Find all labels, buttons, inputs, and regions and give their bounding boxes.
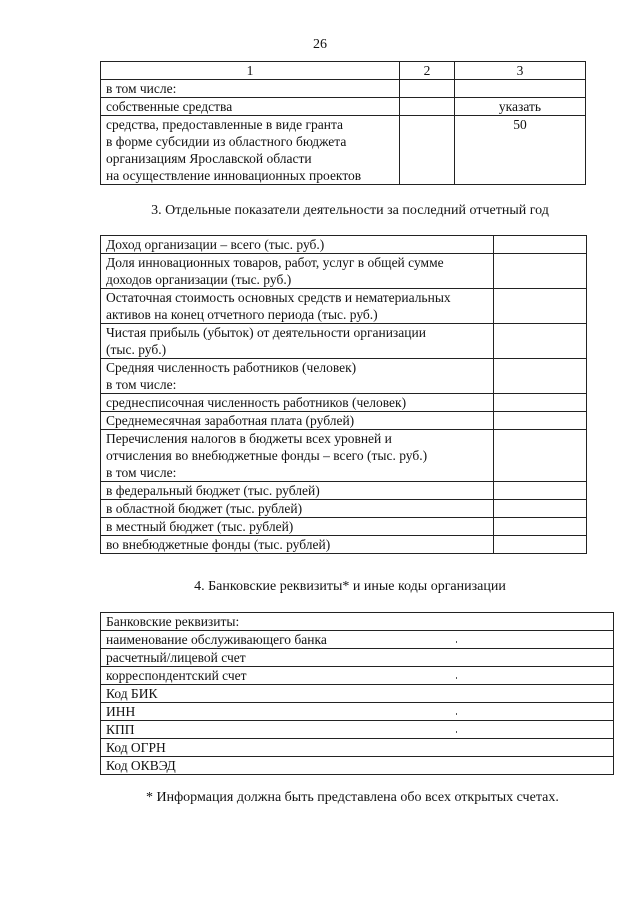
label-line: среднесписочная численность работников (человек): [106, 395, 407, 410]
label-line: в федеральный бюджет (тыс. рублей): [106, 483, 320, 498]
label-line: Остаточная стоимость основных средств и нематериальных: [106, 290, 451, 305]
table-row: [101, 430, 587, 482]
table-row: [101, 739, 614, 757]
row-label: [101, 116, 400, 185]
label-line: в форме субсидии из областного бюджета: [106, 134, 347, 149]
bank-detail-label: [101, 721, 614, 739]
funding-sources-table: [100, 61, 586, 185]
table-row: [101, 359, 587, 394]
bank-detail-text: Код ОКВЭД: [106, 758, 176, 773]
table-row: [101, 757, 614, 775]
label-line: во внебюджетные фонды (тыс. рублей): [106, 537, 331, 552]
table-row: [101, 649, 614, 667]
table-row: [101, 703, 614, 721]
value-cell: [400, 80, 455, 98]
scan-mark: [456, 677, 457, 679]
bank-details-table: [100, 612, 614, 775]
header-cell: 2: [400, 62, 455, 80]
indicator-label: [101, 430, 494, 482]
table-row: [101, 613, 614, 631]
bank-detail-label: [101, 613, 614, 631]
indicator-value: [494, 412, 587, 430]
label-line: средства, предоставленные в виде гранта: [106, 117, 344, 132]
indicator-label: [101, 394, 494, 412]
bank-detail-label: [101, 685, 614, 703]
label-line: Перечисления налогов в бюджеты всех уровней и: [106, 431, 392, 446]
label-line: в том числе:: [106, 465, 177, 480]
scan-mark: [456, 641, 457, 643]
table-row: [101, 394, 587, 412]
value-cell: указать: [455, 98, 586, 116]
value-cell: [400, 98, 455, 116]
indicator-label: [101, 236, 494, 254]
bank-detail-text: ИНН: [106, 704, 136, 719]
label-line: отчисления во внебюджетные фонды – всего (тыс. руб.): [106, 448, 428, 463]
indicator-value: [494, 430, 587, 482]
table-row: [101, 80, 586, 98]
indicator-label: [101, 482, 494, 500]
table-row: [101, 685, 614, 703]
indicator-label: [101, 289, 494, 324]
table-row: [101, 324, 587, 359]
section-4-title: 4. Банковские реквизиты* и иные коды организации: [194, 579, 506, 594]
page-number: 26: [313, 37, 327, 52]
bank-detail-label: [101, 757, 614, 775]
indicator-value: [494, 500, 587, 518]
row-label: в том числе:: [101, 80, 400, 98]
bank-detail-label: [101, 667, 614, 685]
section-3-title: 3. Отдельные показатели деятельности за последний отчетный год: [151, 203, 549, 218]
label-line: организациям Ярославской области: [106, 151, 312, 166]
label-line: (тыс. руб.): [106, 342, 167, 357]
scan-mark: [456, 713, 457, 715]
indicators-table: [100, 235, 587, 554]
indicator-value: [494, 254, 587, 289]
indicator-label: [101, 536, 494, 554]
table-row: [101, 518, 587, 536]
label-line: на осуществление инновационных проектов: [106, 168, 362, 183]
table-row: [101, 98, 586, 116]
label-line: Средняя численность работников (человек): [106, 360, 357, 375]
label-line: активов на конец отчетного периода (тыс. руб.): [106, 307, 378, 322]
table-row: [101, 536, 587, 554]
indicator-value: [494, 482, 587, 500]
table-row: [101, 289, 587, 324]
label-line: в областной бюджет (тыс. рублей): [106, 501, 303, 516]
table-row: [101, 667, 614, 685]
table-row: [101, 631, 614, 649]
footnote: * Информация должна быть представлена обо всех открытых счетах.: [146, 790, 559, 805]
header-cell: 1: [101, 62, 400, 80]
bank-detail-label: [101, 649, 614, 667]
bank-detail-text: Код БИК: [106, 686, 158, 701]
indicator-label: [101, 412, 494, 430]
table-row: [101, 236, 587, 254]
table-row: [101, 412, 587, 430]
indicator-value: [494, 518, 587, 536]
table-row: [101, 254, 587, 289]
bank-detail-text: Банковские реквизиты:: [106, 614, 240, 629]
indicator-label: [101, 359, 494, 394]
indicator-label: [101, 254, 494, 289]
bank-detail-label: [101, 739, 614, 757]
bank-detail-label: [101, 703, 614, 721]
header-cell: 3: [455, 62, 586, 80]
indicator-label: [101, 500, 494, 518]
table-row: [101, 116, 586, 185]
bank-detail-text: корреспондентский счет: [106, 668, 247, 683]
bank-detail-text: расчетный/лицевой счет: [106, 650, 246, 665]
table-row: [101, 482, 587, 500]
indicator-value: [494, 536, 587, 554]
indicator-value: [494, 359, 587, 394]
scan-mark: [456, 731, 457, 733]
table-header-row: [101, 62, 586, 80]
indicator-value: [494, 324, 587, 359]
bank-detail-text: КПП: [106, 722, 135, 737]
label-line: доходов организации (тыс. руб.): [106, 272, 292, 287]
label-line: Среднемесячная заработная плата (рублей): [106, 413, 355, 428]
bank-detail-text: Код ОГРН: [106, 740, 166, 755]
indicator-label: [101, 324, 494, 359]
row-label: собственные средства: [101, 98, 400, 116]
indicator-value: [494, 236, 587, 254]
indicator-value: [494, 394, 587, 412]
label-line: в том числе:: [106, 377, 177, 392]
value-cell: 50: [455, 116, 586, 185]
table-row: [101, 500, 587, 518]
bank-detail-text: наименование обслуживающего банка: [106, 632, 327, 647]
bank-detail-label: [101, 631, 614, 649]
indicator-label: [101, 518, 494, 536]
label-line: в местный бюджет (тыс. рублей): [106, 519, 294, 534]
value-cell: [455, 80, 586, 98]
label-line: Доля инновационных товаров, работ, услуг в общей сумме: [106, 255, 444, 270]
indicator-value: [494, 289, 587, 324]
table-row: [101, 721, 614, 739]
label-line: Доход организации – всего (тыс. руб.): [106, 237, 325, 252]
value-cell: [400, 116, 455, 185]
label-line: Чистая прибыль (убыток) от деятельности организации: [106, 325, 426, 340]
